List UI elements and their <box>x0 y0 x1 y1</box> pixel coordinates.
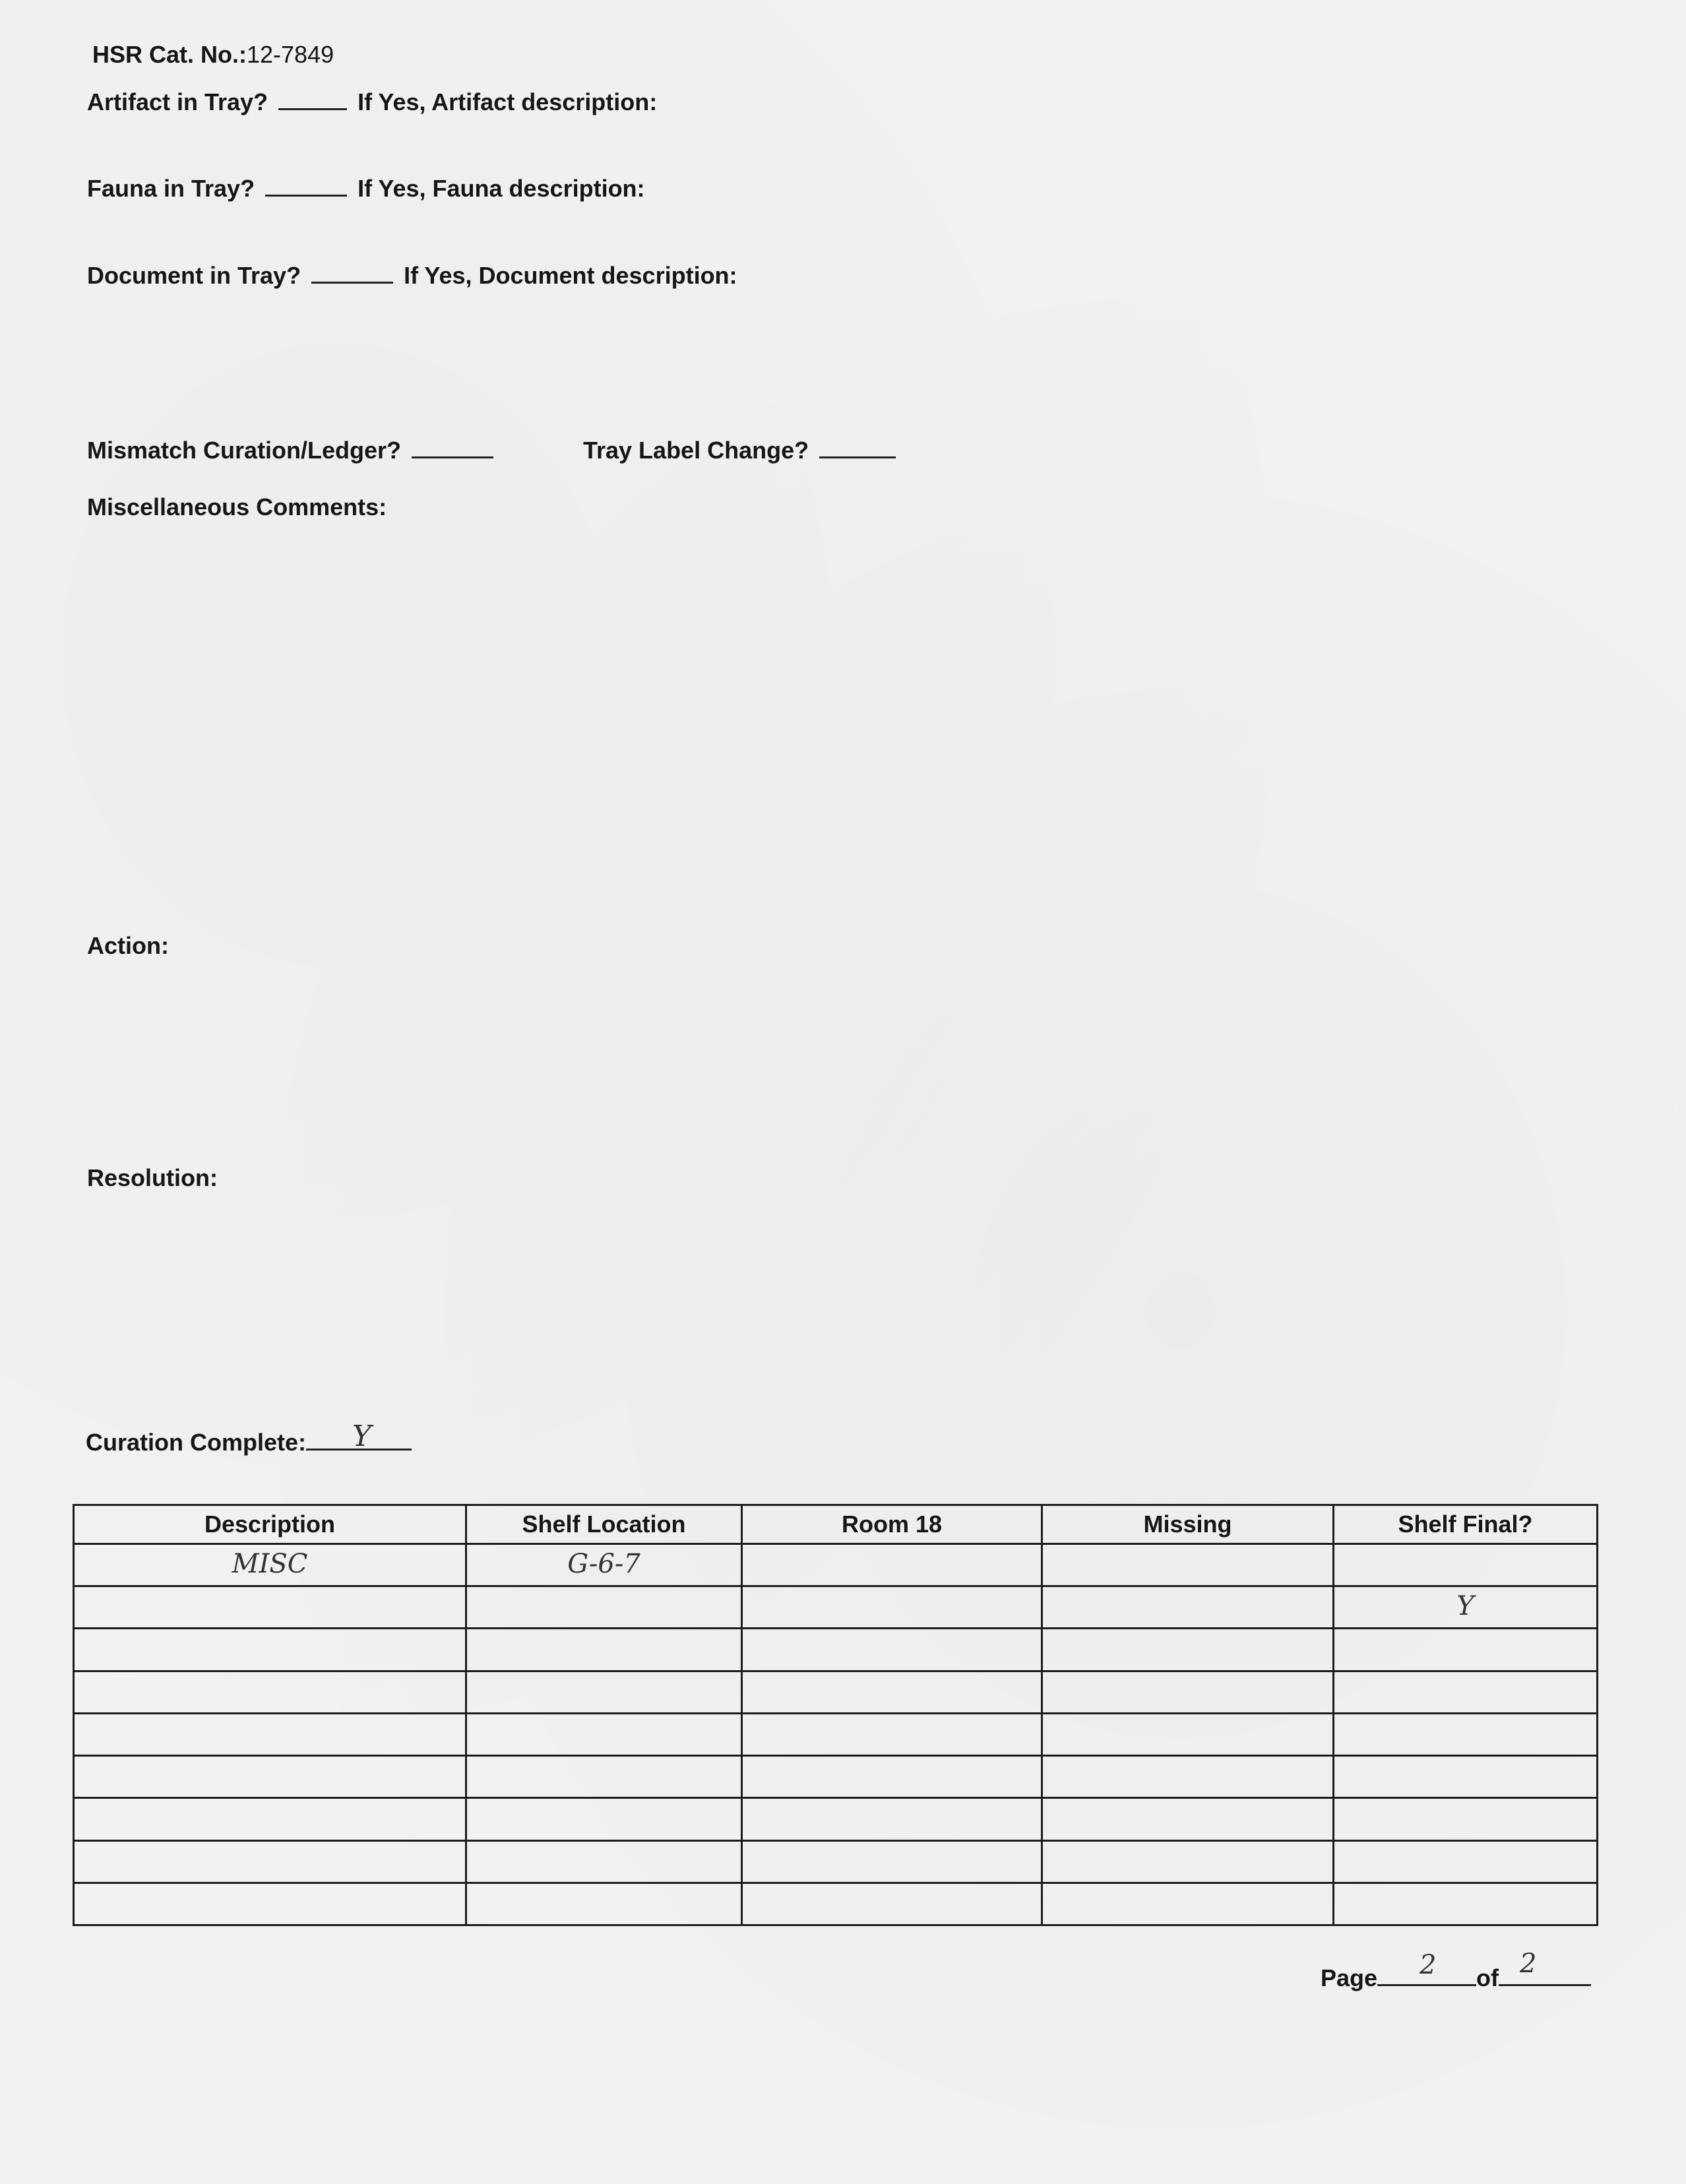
cell-shelf-location[interactable] <box>466 1756 742 1798</box>
cell-value: Y <box>1456 1591 1474 1622</box>
cell-shelf-location[interactable] <box>466 1671 742 1713</box>
cell-description[interactable] <box>74 1629 466 1671</box>
mismatch-question: Mismatch Curation/Ledger? <box>87 437 402 464</box>
fauna-row <box>87 175 645 203</box>
cell-room-18[interactable] <box>742 1586 1042 1629</box>
cell-room-18[interactable] <box>742 1629 1042 1671</box>
resolution-label: Resolution: <box>87 1164 218 1191</box>
column-header-room-18: Room 18 <box>742 1505 1042 1544</box>
cell-missing[interactable] <box>1042 1756 1334 1798</box>
page-number-value: 2 <box>1420 1950 1437 1980</box>
cell-description[interactable] <box>74 1798 466 1840</box>
catalog-number-label: HSR Cat. No.: <box>92 41 247 68</box>
mismatch-answer-field[interactable] <box>412 437 493 458</box>
column-header-missing: Missing <box>1042 1505 1334 1544</box>
page-total-value: 2 <box>1520 1949 1537 1979</box>
cell-description[interactable] <box>74 1586 466 1629</box>
fauna-description-label: If Yes, Fauna description: <box>358 175 645 202</box>
table-row <box>74 1586 1598 1629</box>
cell-room-18[interactable] <box>742 1798 1042 1840</box>
fauna-answer-field[interactable] <box>265 175 347 197</box>
document-question: Document in Tray? <box>87 262 301 289</box>
curation-complete-label: Curation Complete: <box>86 1429 307 1456</box>
cell-missing[interactable] <box>1042 1544 1334 1586</box>
cell-missing[interactable] <box>1042 1713 1334 1755</box>
cell-missing[interactable] <box>1042 1883 1334 1925</box>
page-total-field[interactable] <box>1499 1949 1591 1986</box>
document-description-label: If Yes, Document description: <box>404 262 737 289</box>
tray-label-row <box>583 437 900 464</box>
cell-description[interactable] <box>74 1671 466 1713</box>
artifact-answer-field[interactable] <box>278 88 347 110</box>
cell-shelf-location[interactable] <box>466 1586 742 1629</box>
table-row <box>74 1798 1598 1840</box>
table-header-row <box>74 1505 1598 1544</box>
cell-shelf-final[interactable] <box>1334 1840 1598 1883</box>
fauna-question: Fauna in Tray? <box>87 175 255 202</box>
cell-shelf-final[interactable] <box>1334 1671 1598 1713</box>
artifact-question: Artifact in Tray? <box>87 88 268 115</box>
page-number-field[interactable] <box>1377 1950 1476 1986</box>
catalog-number-value: 12-7849 <box>247 41 334 68</box>
cell-value: G-6-7 <box>567 1549 640 1579</box>
cell-missing[interactable] <box>1042 1798 1334 1840</box>
of-label: of <box>1476 1964 1499 1991</box>
cell-description[interactable] <box>74 1756 466 1798</box>
column-header-shelf-final: Shelf Final? <box>1334 1505 1598 1544</box>
cell-missing[interactable] <box>1042 1671 1334 1713</box>
cell-shelf-location[interactable] <box>466 1840 742 1883</box>
cell-room-18[interactable] <box>742 1544 1042 1586</box>
cell-missing[interactable] <box>1042 1629 1334 1671</box>
cell-room-18[interactable] <box>742 1883 1042 1925</box>
table-row <box>74 1713 1598 1755</box>
artifact-row <box>87 88 657 116</box>
table-row <box>74 1756 1598 1798</box>
cell-description[interactable] <box>74 1544 466 1586</box>
cell-shelf-final[interactable] <box>1334 1629 1598 1671</box>
curation-complete-field[interactable] <box>306 1420 412 1453</box>
table-row <box>74 1544 1598 1586</box>
cell-shelf-final[interactable] <box>1334 1798 1598 1840</box>
cell-room-18[interactable] <box>742 1671 1042 1713</box>
cell-shelf-location[interactable] <box>466 1713 742 1755</box>
cell-description[interactable] <box>74 1713 466 1755</box>
action-label: Action: <box>87 932 169 959</box>
cell-shelf-final[interactable] <box>1334 1544 1598 1586</box>
cell-missing[interactable] <box>1042 1586 1334 1629</box>
misc-comments-label: Miscellaneous Comments: <box>87 493 387 520</box>
document-answer-field[interactable] <box>311 262 393 284</box>
column-header-description: Description <box>74 1505 466 1544</box>
cell-shelf-final[interactable] <box>1334 1713 1598 1755</box>
cell-shelf-final[interactable] <box>1334 1756 1598 1798</box>
cell-description[interactable] <box>74 1883 466 1925</box>
cell-shelf-final[interactable] <box>1334 1883 1598 1925</box>
curation-table <box>73 1504 1598 1926</box>
cell-shelf-location[interactable] <box>466 1798 742 1840</box>
cell-shelf-location[interactable] <box>466 1883 742 1925</box>
table-row <box>74 1840 1598 1883</box>
tray-label-question: Tray Label Change? <box>583 437 809 464</box>
cell-shelf-final[interactable] <box>1334 1586 1598 1629</box>
cell-description[interactable] <box>74 1840 466 1883</box>
column-header-shelf-location: Shelf Location <box>466 1505 742 1544</box>
curation-complete-row <box>86 1420 416 1456</box>
cell-room-18[interactable] <box>742 1713 1042 1755</box>
table-row <box>74 1883 1598 1925</box>
cell-room-18[interactable] <box>742 1756 1042 1798</box>
table-row <box>74 1629 1598 1671</box>
curation-complete-value: Y <box>352 1420 372 1453</box>
tray-label-answer-field[interactable] <box>819 437 896 458</box>
cell-value: MISC <box>232 1549 308 1579</box>
table-row <box>74 1671 1598 1713</box>
page-counter <box>1321 1949 1591 1992</box>
cell-shelf-location[interactable] <box>466 1544 742 1586</box>
cell-missing[interactable] <box>1042 1840 1334 1883</box>
cell-shelf-location[interactable] <box>466 1629 742 1671</box>
document-row <box>87 262 737 290</box>
cell-room-18[interactable] <box>742 1840 1042 1883</box>
artifact-description-label: If Yes, Artifact description: <box>358 88 658 115</box>
mismatch-row <box>87 437 497 464</box>
page-label: Page <box>1321 1964 1378 1991</box>
catalog-number <box>92 41 334 69</box>
